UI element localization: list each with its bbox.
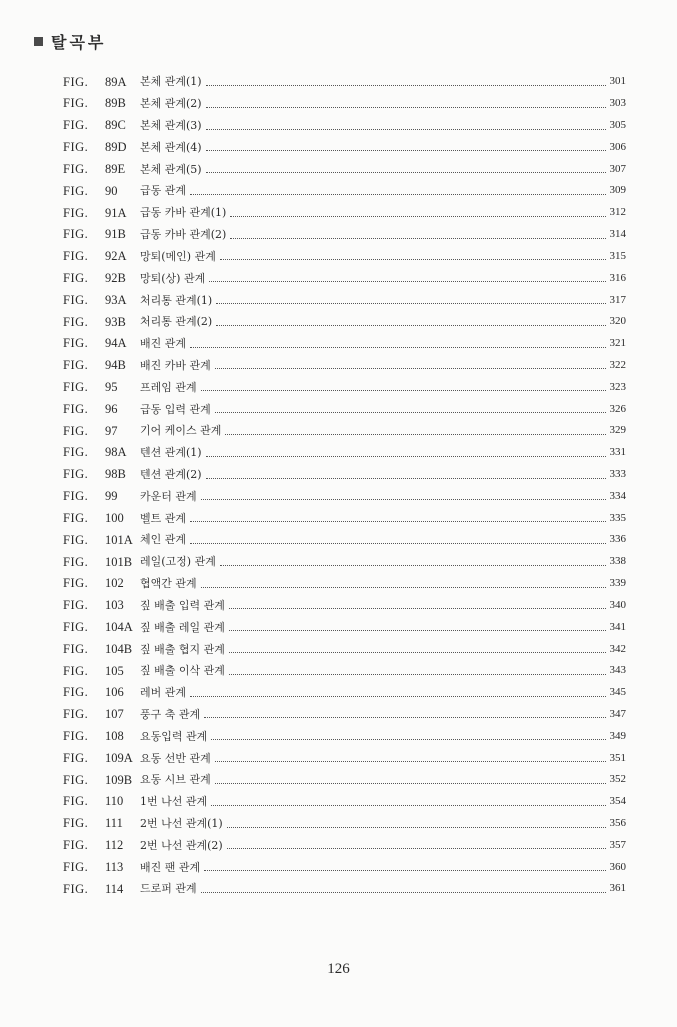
- entry-title: 처리통 관계(2): [140, 315, 213, 329]
- toc-entry: [63, 376, 626, 398]
- dot-leader: [201, 389, 606, 391]
- dot-leader: [211, 804, 606, 806]
- fig-label: FIG.: [63, 205, 89, 220]
- fig-number: 89C: [105, 118, 126, 133]
- fig-number: 96: [105, 401, 118, 416]
- entry-title: 2번 나선 관계(1): [140, 817, 223, 831]
- fig-number: 105: [105, 663, 124, 678]
- entry-page-number: 336: [609, 533, 626, 546]
- toc-entry: [63, 180, 626, 202]
- fig-label: FIG.: [63, 140, 89, 155]
- fig-label: FIG.: [63, 881, 89, 896]
- entry-page-number: 303: [609, 97, 626, 110]
- entry-title: 기어 케이스 관계: [140, 424, 222, 438]
- dot-leader: [215, 782, 606, 784]
- fig-label: FIG.: [63, 292, 89, 307]
- toc-entry: [63, 704, 626, 726]
- toc-entry: [63, 442, 626, 464]
- fig-number: 92B: [105, 270, 126, 285]
- fig-number: 93B: [105, 314, 126, 329]
- dot-leader: [215, 367, 606, 369]
- fig-number: 90: [105, 183, 118, 198]
- fig-number: 89A: [105, 74, 127, 89]
- dot-leader: [227, 847, 606, 849]
- fig-number: 91A: [105, 205, 127, 220]
- dot-leader: [230, 237, 606, 239]
- toc-entry: [63, 115, 626, 137]
- entry-page-number: 312: [609, 206, 626, 219]
- section-header: [34, 30, 106, 53]
- toc-entry: [63, 355, 626, 377]
- fig-label: FIG.: [63, 750, 89, 765]
- entry-title: 요동 선반 관계: [140, 751, 211, 765]
- dot-leader: [220, 258, 606, 260]
- entry-page-number: 323: [609, 380, 626, 393]
- toc-entry: [63, 71, 626, 93]
- fig-number: 110: [105, 794, 124, 809]
- entry-page-number: 351: [609, 751, 626, 764]
- fig-label: FIG.: [63, 358, 89, 373]
- entry-page-number: 316: [609, 271, 626, 284]
- entry-page-number: 301: [609, 75, 626, 88]
- page-number: 126: [327, 961, 350, 977]
- toc-entry: [63, 834, 626, 856]
- entry-title: 체인 관계: [140, 533, 187, 547]
- toc-entry: [63, 638, 626, 660]
- fig-label: FIG.: [63, 576, 89, 591]
- fig-number: 102: [105, 576, 124, 591]
- entry-page-number: 322: [609, 358, 626, 371]
- fig-label: FIG.: [63, 838, 89, 853]
- entry-title: 처리통 관계(1): [140, 293, 213, 307]
- entry-page-number: 343: [609, 664, 626, 677]
- fig-label: FIG.: [63, 641, 89, 656]
- entry-page-number: 333: [609, 468, 626, 481]
- table-of-contents: [63, 71, 626, 900]
- toc-entry: [63, 725, 626, 747]
- entry-title: 요동 시브 관계: [140, 773, 211, 787]
- fig-number: 89B: [105, 96, 126, 111]
- entry-page-number: 340: [609, 598, 626, 611]
- entry-title: 카운터 관계: [140, 489, 197, 503]
- entry-title: 요동입력 관계: [140, 729, 208, 743]
- toc-entry: [63, 791, 626, 813]
- entry-page-number: 361: [609, 882, 626, 895]
- entry-page-number: 354: [609, 795, 626, 808]
- fig-number: 94B: [105, 358, 126, 373]
- entry-title: 레일(고정) 관계: [140, 555, 216, 569]
- fig-number: 97: [105, 423, 118, 438]
- entry-title: 텐션 관계(2): [140, 468, 202, 482]
- entry-page-number: 335: [609, 511, 626, 524]
- entry-page-number: 305: [609, 119, 626, 132]
- dot-leader: [201, 498, 606, 500]
- fig-number: 89E: [105, 161, 126, 176]
- fig-number: 104B: [105, 641, 133, 656]
- entry-title: 레버 관계: [140, 686, 187, 700]
- entry-page-number: 347: [609, 707, 626, 720]
- fig-label: FIG.: [63, 772, 89, 787]
- entry-page-number: 314: [609, 228, 626, 241]
- toc-entry: [63, 878, 626, 900]
- fig-label: FIG.: [63, 380, 89, 395]
- entry-title: 배진 관계: [140, 337, 187, 351]
- toc-entry: [63, 813, 626, 835]
- entry-title: 망퇴(메인) 관계: [140, 249, 216, 263]
- entry-page-number: 306: [609, 140, 626, 153]
- fig-label: FIG.: [63, 794, 89, 809]
- fig-label: FIG.: [63, 859, 89, 874]
- dot-leader: [216, 302, 606, 304]
- toc-entry: [63, 136, 626, 158]
- entry-page-number: 345: [609, 686, 626, 699]
- dot-leader: [227, 826, 606, 828]
- entry-title: 본체 관계(3): [140, 119, 202, 133]
- dot-leader: [201, 586, 606, 588]
- entry-page-number: 307: [609, 162, 626, 175]
- dot-leader: [229, 673, 606, 675]
- fig-number: 100: [105, 510, 124, 525]
- fig-label: FIG.: [63, 532, 89, 547]
- toc-entry: [63, 246, 626, 268]
- fig-label: FIG.: [63, 510, 89, 525]
- dot-leader: [229, 629, 606, 631]
- fig-number: 103: [105, 598, 124, 613]
- entry-title: 급동 카바 관계(2): [140, 228, 227, 242]
- fig-number: 107: [105, 707, 124, 722]
- fig-label: FIG.: [63, 445, 89, 460]
- dot-leader: [225, 433, 606, 435]
- toc-entry: [63, 311, 626, 333]
- fig-number: 114: [105, 881, 124, 896]
- dot-leader: [190, 542, 606, 544]
- toc-entry: [63, 616, 626, 638]
- dot-leader: [216, 324, 606, 326]
- entry-title: 본체 관계(2): [140, 97, 202, 111]
- dot-leader: [190, 520, 606, 522]
- entry-title: 본체 관계(5): [140, 162, 202, 176]
- dot-leader: [229, 607, 606, 609]
- fig-label: FIG.: [63, 467, 89, 482]
- dot-leader: [190, 695, 606, 697]
- toc-entry: [63, 769, 626, 791]
- entry-title: 본체 관계(4): [140, 140, 202, 154]
- dot-leader: [206, 149, 606, 151]
- entry-title: 드로퍼 관계: [140, 882, 197, 896]
- fig-number: 98A: [105, 445, 127, 460]
- toc-entry: [63, 158, 626, 180]
- toc-entry: [63, 289, 626, 311]
- entry-title: 협액간 관계: [140, 577, 197, 591]
- fig-number: 109A: [105, 750, 133, 765]
- entry-page-number: 334: [609, 489, 626, 502]
- entry-title: 풍구 축 관계: [140, 707, 201, 721]
- dot-leader: [215, 411, 606, 413]
- toc-entry: [63, 660, 626, 682]
- toc-entry: [63, 507, 626, 529]
- entry-title: 본체 관계(1): [140, 75, 202, 89]
- entry-page-number: 315: [609, 249, 626, 262]
- fig-label: FIG.: [63, 598, 89, 613]
- entry-page-number: 317: [609, 293, 626, 306]
- entry-title: 배진 카바 관계: [140, 358, 211, 372]
- entry-page-number: 349: [609, 729, 626, 742]
- toc-entry: [63, 551, 626, 573]
- entry-page-number: 329: [609, 424, 626, 437]
- toc-entry: [63, 682, 626, 704]
- toc-entry: [63, 267, 626, 289]
- fig-label: FIG.: [63, 729, 89, 744]
- entry-page-number: 342: [609, 642, 626, 655]
- fig-number: 89D: [105, 140, 127, 155]
- dot-leader: [204, 716, 606, 718]
- toc-entry: [63, 93, 626, 115]
- entry-title: 급동 카바 관계(1): [140, 206, 227, 220]
- toc-entry: [63, 529, 626, 551]
- entry-page-number: 360: [609, 860, 626, 873]
- toc-entry: [63, 485, 626, 507]
- entry-page-number: 321: [609, 337, 626, 350]
- toc-entry: [63, 398, 626, 420]
- entry-title: 짚 배출 이삭 관계: [140, 664, 225, 678]
- toc-entry: [63, 420, 626, 442]
- dot-leader: [204, 869, 606, 871]
- entry-title: 짚 배출 입력 관계: [140, 598, 225, 612]
- toc-entry: [63, 595, 626, 617]
- toc-entry: [63, 333, 626, 355]
- fig-label: FIG.: [63, 554, 89, 569]
- fig-label: FIG.: [63, 96, 89, 111]
- fig-number: 111: [105, 816, 123, 831]
- fig-label: FIG.: [63, 663, 89, 678]
- entry-title: 배진 팬 관계: [140, 860, 201, 874]
- toc-entry: [63, 202, 626, 224]
- fig-number: 93A: [105, 292, 127, 307]
- section-title: 탈곡부: [51, 33, 107, 52]
- fig-label: FIG.: [63, 249, 89, 264]
- fig-label: FIG.: [63, 489, 89, 504]
- fig-label: FIG.: [63, 707, 89, 722]
- dot-leader: [190, 193, 606, 195]
- dot-leader: [206, 84, 606, 86]
- fig-number: 91B: [105, 227, 126, 242]
- dot-leader: [206, 171, 606, 173]
- fig-label: FIG.: [63, 685, 89, 700]
- toc-entry: [63, 573, 626, 595]
- entry-title: 프레임 관계: [140, 380, 197, 394]
- fig-number: 108: [105, 729, 124, 744]
- dot-leader: [206, 455, 606, 457]
- fig-number: 92A: [105, 249, 127, 264]
- fig-number: 104A: [105, 619, 133, 634]
- fig-label: FIG.: [63, 161, 89, 176]
- entry-page-number: 341: [609, 620, 626, 633]
- fig-label: FIG.: [63, 270, 89, 285]
- dot-leader: [229, 651, 606, 653]
- fig-label: FIG.: [63, 74, 89, 89]
- square-bullet-icon: [34, 37, 43, 46]
- fig-label: FIG.: [63, 423, 89, 438]
- entry-page-number: 357: [609, 838, 626, 851]
- toc-entry: [63, 224, 626, 246]
- entry-page-number: 339: [609, 577, 626, 590]
- fig-number: 99: [105, 489, 118, 504]
- fig-label: FIG.: [63, 227, 89, 242]
- toc-entry: [63, 747, 626, 769]
- dot-leader: [206, 477, 606, 479]
- fig-number: 101B: [105, 554, 133, 569]
- dot-leader: [190, 346, 606, 348]
- fig-label: FIG.: [63, 183, 89, 198]
- fig-number: 94A: [105, 336, 127, 351]
- entry-page-number: 331: [609, 446, 626, 459]
- fig-label: FIG.: [63, 336, 89, 351]
- fig-number: 95: [105, 380, 118, 395]
- dot-leader: [220, 564, 606, 566]
- entry-page-number: 352: [609, 773, 626, 786]
- entry-title: 텐션 관계(1): [140, 446, 202, 460]
- dot-leader: [206, 128, 606, 130]
- dot-leader: [206, 106, 606, 108]
- dot-leader: [211, 738, 606, 740]
- fig-label: FIG.: [63, 401, 89, 416]
- entry-title: 벨트 관계: [140, 511, 187, 525]
- entry-title: 짚 배출 협지 관계: [140, 642, 225, 656]
- entry-title: 급동 입력 관계: [140, 402, 211, 416]
- entry-page-number: 309: [609, 184, 626, 197]
- dot-leader: [230, 215, 606, 217]
- entry-page-number: 338: [609, 555, 626, 568]
- entry-title: 2번 나선 관계(2): [140, 838, 223, 852]
- fig-number: 106: [105, 685, 124, 700]
- entry-title: 급동 관계: [140, 184, 187, 198]
- fig-label: FIG.: [63, 118, 89, 133]
- entry-page-number: 326: [609, 402, 626, 415]
- toc-entry: [63, 464, 626, 486]
- entry-title: 망퇴(상) 관계: [140, 271, 206, 285]
- fig-label: FIG.: [63, 619, 89, 634]
- entry-page-number: 320: [609, 315, 626, 328]
- fig-label: FIG.: [63, 314, 89, 329]
- toc-entry: [63, 856, 626, 878]
- dot-leader: [215, 760, 606, 762]
- fig-number: 113: [105, 859, 124, 874]
- fig-number: 112: [105, 838, 124, 853]
- entry-title: 짚 배출 레일 관계: [140, 620, 225, 634]
- fig-number: 109B: [105, 772, 133, 787]
- fig-number: 101A: [105, 532, 133, 547]
- entry-page-number: 356: [609, 817, 626, 830]
- fig-label: FIG.: [63, 816, 89, 831]
- entry-title: 1번 나선 관계: [140, 795, 208, 809]
- dot-leader: [201, 891, 606, 893]
- dot-leader: [209, 280, 606, 282]
- fig-number: 98B: [105, 467, 126, 482]
